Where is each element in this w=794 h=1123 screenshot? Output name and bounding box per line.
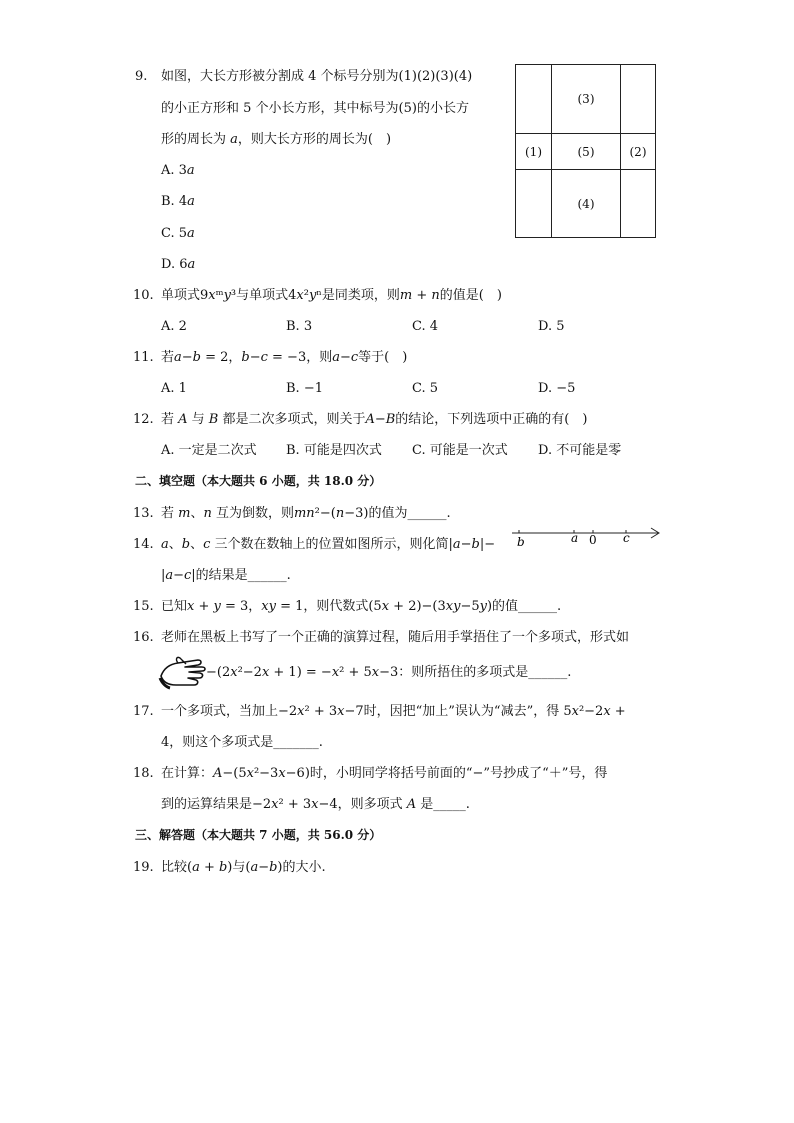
figure-cell bbox=[620, 169, 656, 238]
option-c: C. 5 bbox=[412, 381, 439, 396]
option-b: B. 3 bbox=[286, 319, 313, 334]
section-heading: 二、填空题（本大题共 6 小题，共 18.0 分） bbox=[135, 474, 382, 488]
figure-cell-1: (1) bbox=[515, 133, 552, 170]
question-text: −(2𝑥²−2𝑥 + 1) = −𝑥² + 5𝑥−3：则所捂住的多项式是______. bbox=[206, 665, 572, 680]
section-heading: 三、解答题（本大题共 7 小题，共 56.0 分） bbox=[135, 828, 382, 842]
question-text: |𝑎−𝑐|的结果是______. bbox=[161, 568, 291, 583]
question-number: 9. bbox=[135, 69, 148, 84]
option-b: B. 4𝑎 bbox=[161, 194, 195, 209]
option-d: D. 5 bbox=[538, 319, 565, 334]
label-c: 𝑐 bbox=[623, 531, 630, 545]
question-text: 4，则这个多项式是_______. bbox=[161, 735, 323, 750]
question-text: 𝑎、𝑏、𝑐 三个数在数轴上的位置如图所示，则化简|𝑎−𝑏|− bbox=[161, 537, 496, 552]
question-text: 在计算：𝐴−(5𝑥²−3𝑥−6)时，小明同学将括号前面的“−”号抄成了“＋”号，得 bbox=[161, 766, 608, 781]
rectangle-figure bbox=[515, 64, 656, 238]
question-text: 若𝑎−𝑏 = 2，𝑏−𝑐 = −3，则𝑎−𝑐等于( ) bbox=[161, 350, 408, 365]
number-line bbox=[508, 522, 668, 548]
option-a: A. 1 bbox=[161, 381, 187, 396]
question-number: 11. bbox=[133, 350, 154, 365]
option-b: B. −1 bbox=[286, 381, 323, 396]
question-number: 14. bbox=[133, 537, 154, 552]
question-text: 形的周长为 𝑎，则大长方形的周长为( ) bbox=[161, 132, 392, 147]
question-number: 12. bbox=[133, 412, 154, 427]
question-number: 10. bbox=[133, 288, 154, 303]
figure-cell bbox=[515, 64, 552, 134]
question-text: 如图，大长方形被分割成 4 个标号分别为(1)(2)(3)(4) bbox=[161, 69, 473, 84]
label-b: 𝑏 bbox=[517, 535, 525, 548]
figure-cell-2: (2) bbox=[620, 133, 656, 170]
option-a: A. 一定是二次式 bbox=[161, 443, 257, 458]
question-text: 已知𝑥 + 𝑦 = 3，𝑥𝑦 = 1，则代数式(5𝑥 + 2)−(3𝑥𝑦−5𝑦)的值______. bbox=[161, 599, 562, 614]
question-text: 若 𝑚、𝑛 互为倒数，则𝑚𝑛²−(𝑛−3)的值为______. bbox=[161, 506, 451, 521]
question-number: 17. bbox=[133, 704, 154, 719]
question-text: 若 𝐴 与 𝐵 都是二次多项式，则关于𝐴−𝐵的结论，下列选项中正确的有( ) bbox=[161, 412, 588, 427]
question-text: 一个多项式，当加上−2𝑥² + 3𝑥−7时，因把“加上”误认为“减去”，得 5𝑥²−2𝑥 + bbox=[161, 704, 626, 719]
option-d: D. 不可能是零 bbox=[538, 443, 622, 458]
figure-cell-5: (5) bbox=[551, 133, 621, 170]
question-text: 单项式9𝑥ᵐ𝑦³与单项式4𝑥²𝑦ⁿ是同类项，则𝑚 + 𝑛的值是( ) bbox=[161, 288, 502, 303]
figure-cell-4: (4) bbox=[551, 169, 621, 238]
option-a: A. 3𝑎 bbox=[161, 163, 195, 178]
figure-cell-3: (3) bbox=[551, 64, 621, 134]
option-c: C. 可能是一次式 bbox=[412, 443, 508, 458]
label-zero: 0 bbox=[589, 533, 597, 547]
question-text: 的小正方形和 5 个小长方形，其中标号为(5)的小长方 bbox=[161, 101, 469, 116]
question-number: 15. bbox=[133, 599, 154, 614]
option-c: C. 4 bbox=[412, 319, 439, 334]
figure-cell bbox=[515, 169, 552, 238]
question-text: 比较(𝑎 + 𝑏)与(𝑎−𝑏)的大小. bbox=[161, 860, 326, 875]
question-number: 13. bbox=[133, 506, 154, 521]
option-c: C. 5𝑎 bbox=[161, 226, 195, 241]
label-a: 𝑎 bbox=[571, 531, 579, 545]
hand-icon bbox=[158, 654, 206, 690]
question-text: 老师在黑板上书写了一个正确的演算过程，随后用手掌捂住了一个多项式，形式如 bbox=[161, 630, 630, 645]
question-text: 到的运算结果是−2𝑥² + 3𝑥−4，则多项式 𝐴 是_____. bbox=[161, 797, 470, 812]
option-d: D. 6𝑎 bbox=[161, 257, 196, 272]
question-number: 19. bbox=[133, 860, 154, 875]
question-number: 18. bbox=[133, 766, 154, 781]
option-a: A. 2 bbox=[161, 319, 187, 334]
figure-cell bbox=[620, 64, 656, 134]
option-b: B. 可能是四次式 bbox=[286, 443, 382, 458]
question-number: 16. bbox=[133, 630, 154, 645]
option-d: D. −5 bbox=[538, 381, 576, 396]
